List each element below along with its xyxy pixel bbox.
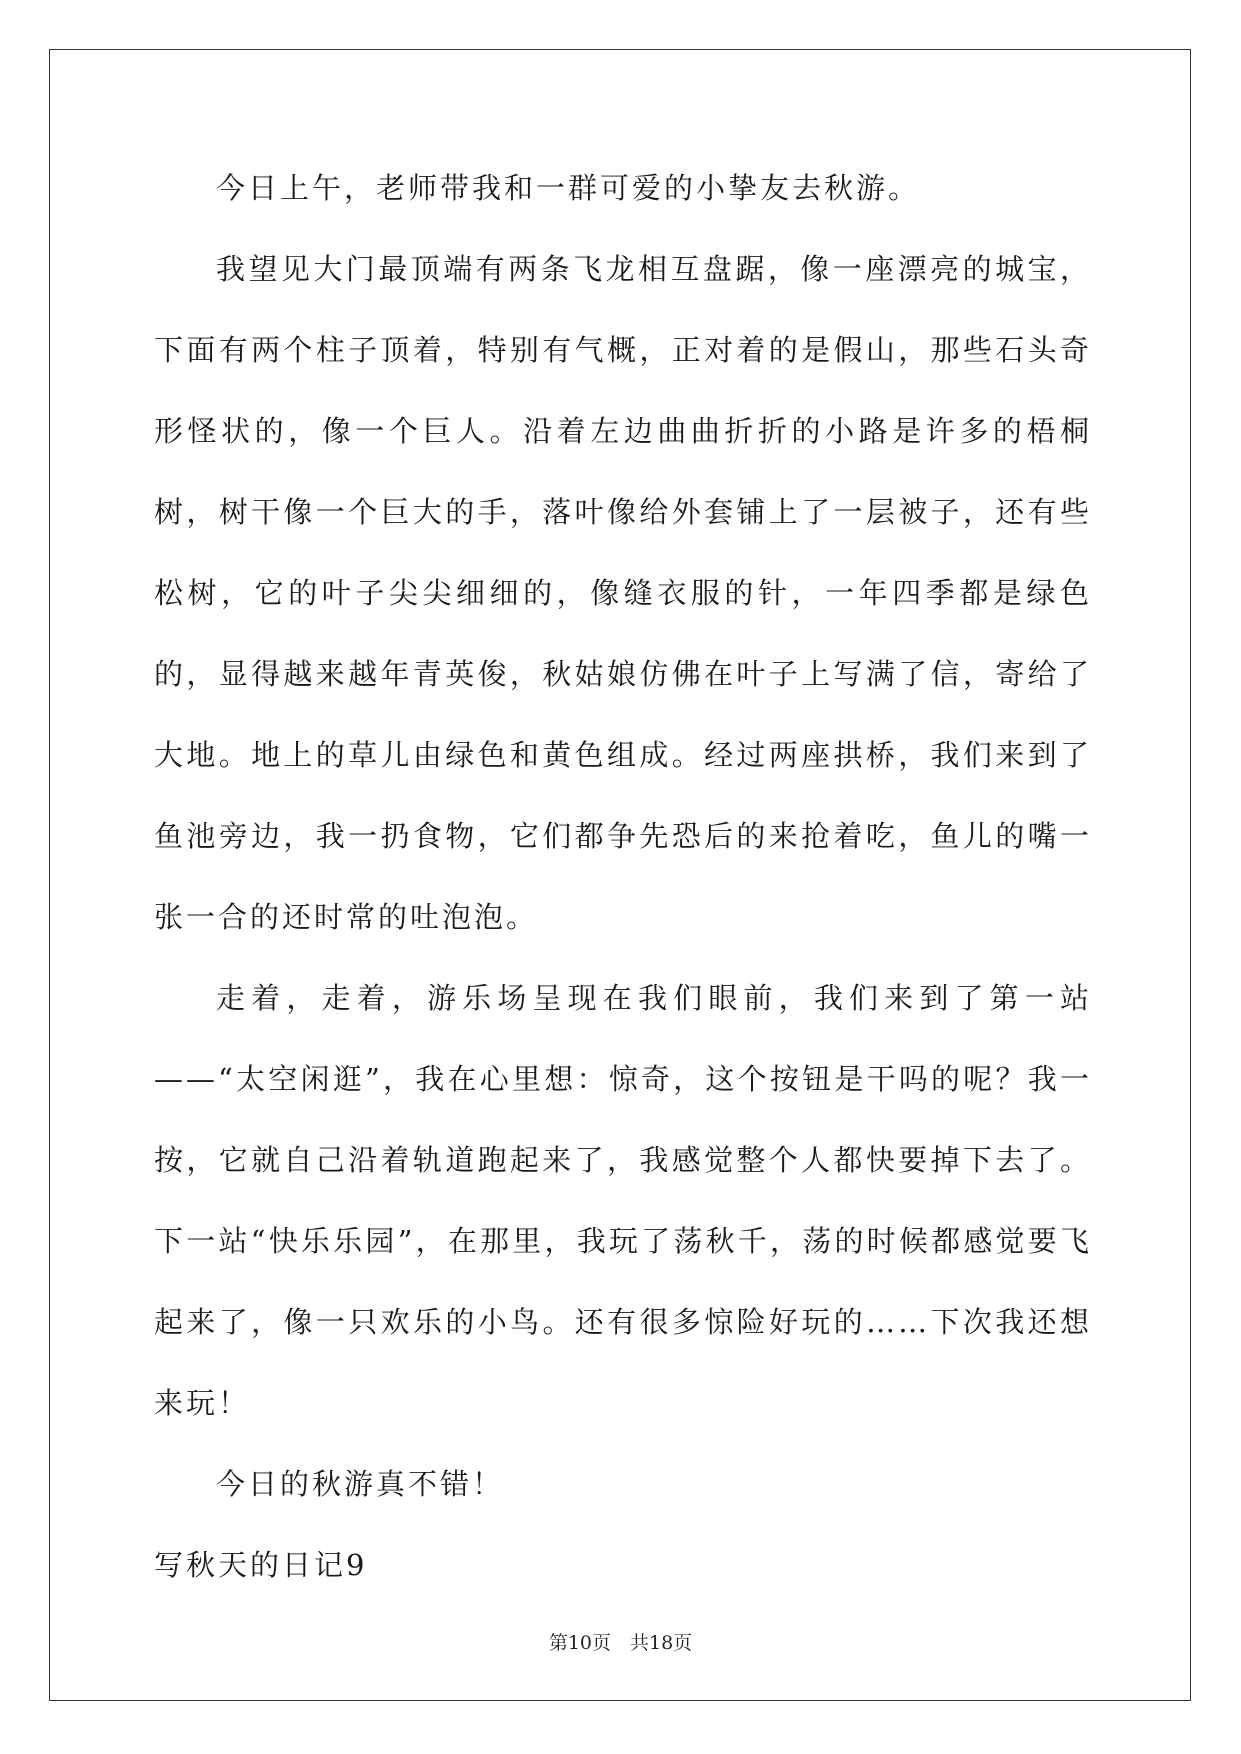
page-number-footer: 第10页 共18页 <box>548 1632 693 1654</box>
paragraph-intro: 今日上午，老师带我和一群可爱的小挚友去秋游。 <box>216 171 921 205</box>
document-body <box>154 148 1092 1606</box>
paragraph-conclusion: 今日的秋游真不错！ <box>216 1467 505 1501</box>
section-heading: 写秋天的日记9 <box>154 1548 368 1582</box>
paragraph-park-scenery: 我望见大门最顶端有两条飞龙相互盘踞，像一座漂亮的城宝，下面有两个柱子顶着，特别有气概，正对着的是假山，那些石头奇形怪状的，像一个巨人。沿着左边曲曲折折的小路是许多的梧桐树，树干像一个巨大的手，落叶像给外套铺上了一层被子，还有些松树，它的叶子尖尖细细的，像缝衣服的针，一年四季都是绿色的，显得越来越年青英俊，秋姑娘仿佛在叶子上写满了信，寄给了大地。地上的草儿由绿色和黄色组成。经过两座拱桥，我们来到了鱼池旁边，我一扔食物，它们都争先恐后的来抢着吃，鱼儿的嘴一张一合的还时常的吐泡泡。 <box>154 252 1092 934</box>
paragraph-amusement-park: 走着，走着，游乐场呈现在我们眼前，我们来到了第一站——“太空闲逛”，我在心里想：惊奇，这个按钮是干吗的呢？我一按，它就自己沿着轨道跑起来了，我感觉整个人都快要掉下去了。下一站“快乐乐园”，在那里，我玩了荡秋千，荡的时候都感觉要飞起来了，像一只欢乐的小鸟。还有很多惊险好玩的……下次我还想来玩！ <box>154 981 1092 1420</box>
